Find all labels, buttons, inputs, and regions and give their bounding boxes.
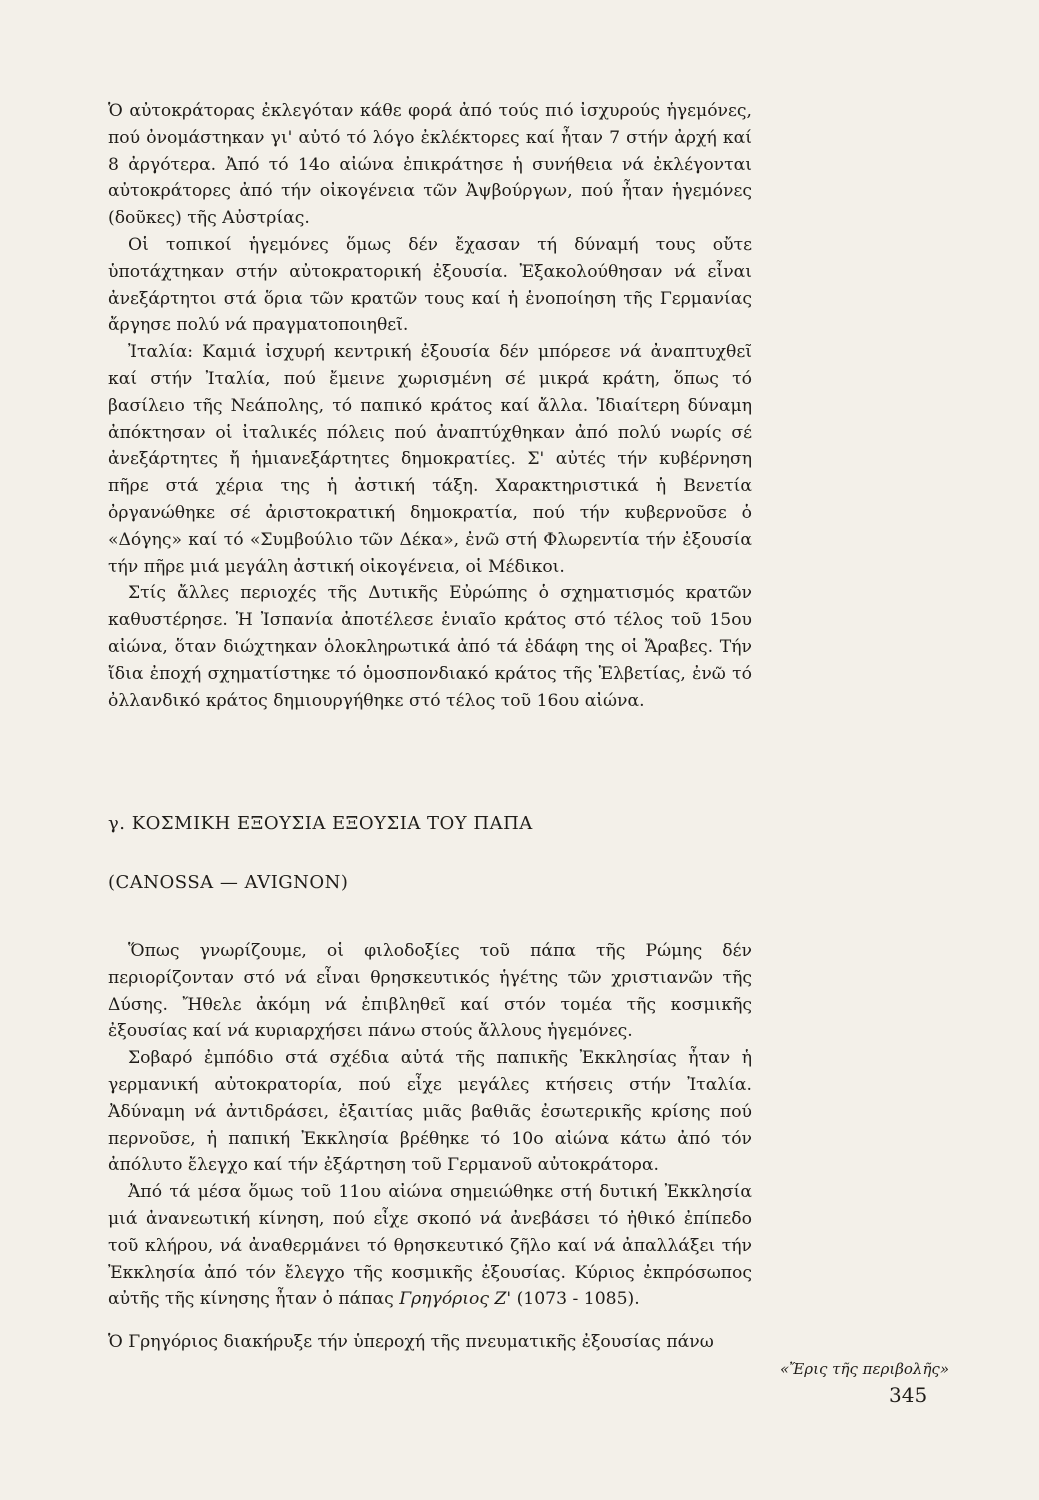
paragraph: Ὁ αὐτοκράτορας ἐκλεγόταν κάθε φορά ἀπό τούς πιό ἰσχυρούς ἡγεμόνες, πού ὀνομάστηκαν γι' αὐτό τό λόγο ἐκλέκτορες καί ἦταν 7 στήν ἀρχή καί 8 ἀργότερα. Ἀπό τό 14ο αἰώνα ἐπικράτησε ἡ συνήθεια νά ἐκλέγονται αὐτοκράτορες ἀπό τήν οἰκογένεια τῶν Ἀψβούργων, πού ἦταν ἡγεμόνες (δοῦκες) τῆς Αὐστρίας. <box>108 101 752 229</box>
pope-name: Γρηγόριος Ζ' <box>399 1289 512 1310</box>
body-text-top <box>108 98 752 714</box>
paragraph-text: (1073 - 1085). <box>511 1289 640 1310</box>
paragraph-text: Ἀπό τά μέσα ὅμως τοῦ 11ου αἰώνα σημειώθηκε στή δυτική Ἐκκλησία μιά ἀνανεωτική κίνηση, πού εἶχε σκοπό νά ἀνεβάσει τό ἠθικό ἐπίπεδο τοῦ κλήρου, νά ἀναθερμάνει τό θρησκευτικό ζῆλο καί νά ἀπαλλάξει τήν Ἐκκλησία ἀπό τόν ἔλεγχο τῆς κοσμικῆς ἐξουσίας. Κύριος ἐκπρόσωπος αὐτῆς τῆς κίνησης ἦταν ὁ πάπας <box>108 1182 752 1310</box>
paragraph: Στίς ἄλλες περιοχές τῆς Δυτικῆς Εὐρώπης ὁ σχηματισμός κρατῶν καθυστέρησε. Ἡ Ἰσπανία ἀποτέλεσε ἑνιαῖο κράτος στό τέλος τοῦ 15ου αἰώνα, ὅταν διώχτηκαν ὁλοκληρωτικά ἀπό τά ἐδάφη της οἱ Ἄραβες. Τήν ἴδια ἐποχή σχηματίστηκε τό ὁμοσπονδιακό κράτος τῆς Ἑλβετίας, ἐνῶ τό ὀλλανδικό κράτος δημιουργήθηκε στό τέλος τοῦ 16ου αἰώνα. <box>108 583 752 711</box>
paragraph: Ἰταλία: Καμιά ἰσχυρή κεντρική ἐξουσία δέν μπόρεσε νά ἀναπτυχθεῖ καί στήν Ἰταλία, πού ἔμεινε χωρισμένη σέ μικρά κράτη, ὅπως τό βασίλειο τῆς Νεάπολης, τό παπικό κράτος καί ἄλλα. Ἰδιαίτερη δύναμη ἀπόκτησαν οἱ ἰταλικές πόλεις πού ἀναπτύχθηκαν ἀπό πολύ νωρίς σέ ἀνεξάρτητες ἤ ἡμιανεξάρτητες δημοκρατίες. Σ' αὐτές τήν κυβέρνηση πῆρε στά χέρια της ἡ ἀστική τάξη. Χαρακτηριστικά ἡ Βενετία ὀργανώθηκε σέ ἀριστοκρατική δημοκρατία, πού τήν κυβερνοῦσε ὁ «Δόγης» καί τό «Συμβούλιο τῶν Δέκα», ἐνῶ στή Φλωρεντία τήν ἐξουσία τήν πῆρε μιά μεγάλη ἀστική οἰκογένεια, οἱ Μέδικοι. <box>108 342 752 577</box>
paragraph: Σοβαρό ἐμπόδιο στά σχέδια αὐτά τῆς παπικῆς Ἐκκλησίας ἦταν ἡ γερμανική αὐτοκρατορία, πού εἶχε μεγάλες κτήσεις στήν Ἰταλία. Ἀδύναμη νά ἀντιδράσει, ἐξαιτίας μιᾶς βαθιᾶς ἐσωτερικῆς κρίσης πού περνοῦσε, ἡ παπική Ἐκκλησία βρέθηκε τό 10ο αἰώνα κάτω ἀπό τόν ἀπόλυτο ἔλεγχο καί τήν ἐξάρτηση τοῦ Γερμανοῦ αὐτοκράτορα. <box>108 1048 752 1176</box>
paragraph: Οἱ τοπικοί ἡγεμόνες ὅμως δέν ἔχασαν τή δύναμή τους οὔτε ὑποτάχτηκαν στήν αὐτοκρατορική ἐξουσία. Ἐξακολούθησαν νά εἶναι ἀνεξάρτητοι στά ὅρια τῶν κρατῶν τους καί ἡ ἑνοποίηση τῆς Γερμανίας ἄργησε πολύ νά πραγματοποιηθεῖ. <box>108 234 752 336</box>
paragraph <box>108 1179 752 1313</box>
page-number: 345 <box>889 1383 928 1407</box>
body-text-bottom <box>108 938 752 1356</box>
paragraph: Ὁ Γρηγόριος διακήρυξε τήν ὑπεροχή τῆς πνευματικῆς ἐξουσίας πάνω <box>108 1332 714 1353</box>
margin-note: «Ἔρις τῆς περιβολῆς» <box>780 1360 950 1378</box>
paragraph: Ὅπως γνωρίζουμε, οἱ φιλοδοξίες τοῦ πάπα τῆς Ρώμης δέν περιορίζονταν στό νά εἶναι θρησκευτικός ἡγέτης τῶν χριστιανῶν τῆς Δύσης. Ἤθελε ἀκόμη νά ἐπιβληθεῖ καί στόν τομέα τῆς κοσμικῆς ἐξουσίας καί νά κυριαρχήσει πάνω στούς ἄλλους ἡγεμόνες. <box>108 941 752 1042</box>
section-subheading: (CANOSSA — AVIGNON) <box>108 872 349 893</box>
section-heading: γ. ΚΟΣΜΙΚΗ ΕΞΟΥΣΙΑ ΕΞΟΥΣΙΑ ΤΟΥ ΠΑΠΑ <box>108 813 533 834</box>
